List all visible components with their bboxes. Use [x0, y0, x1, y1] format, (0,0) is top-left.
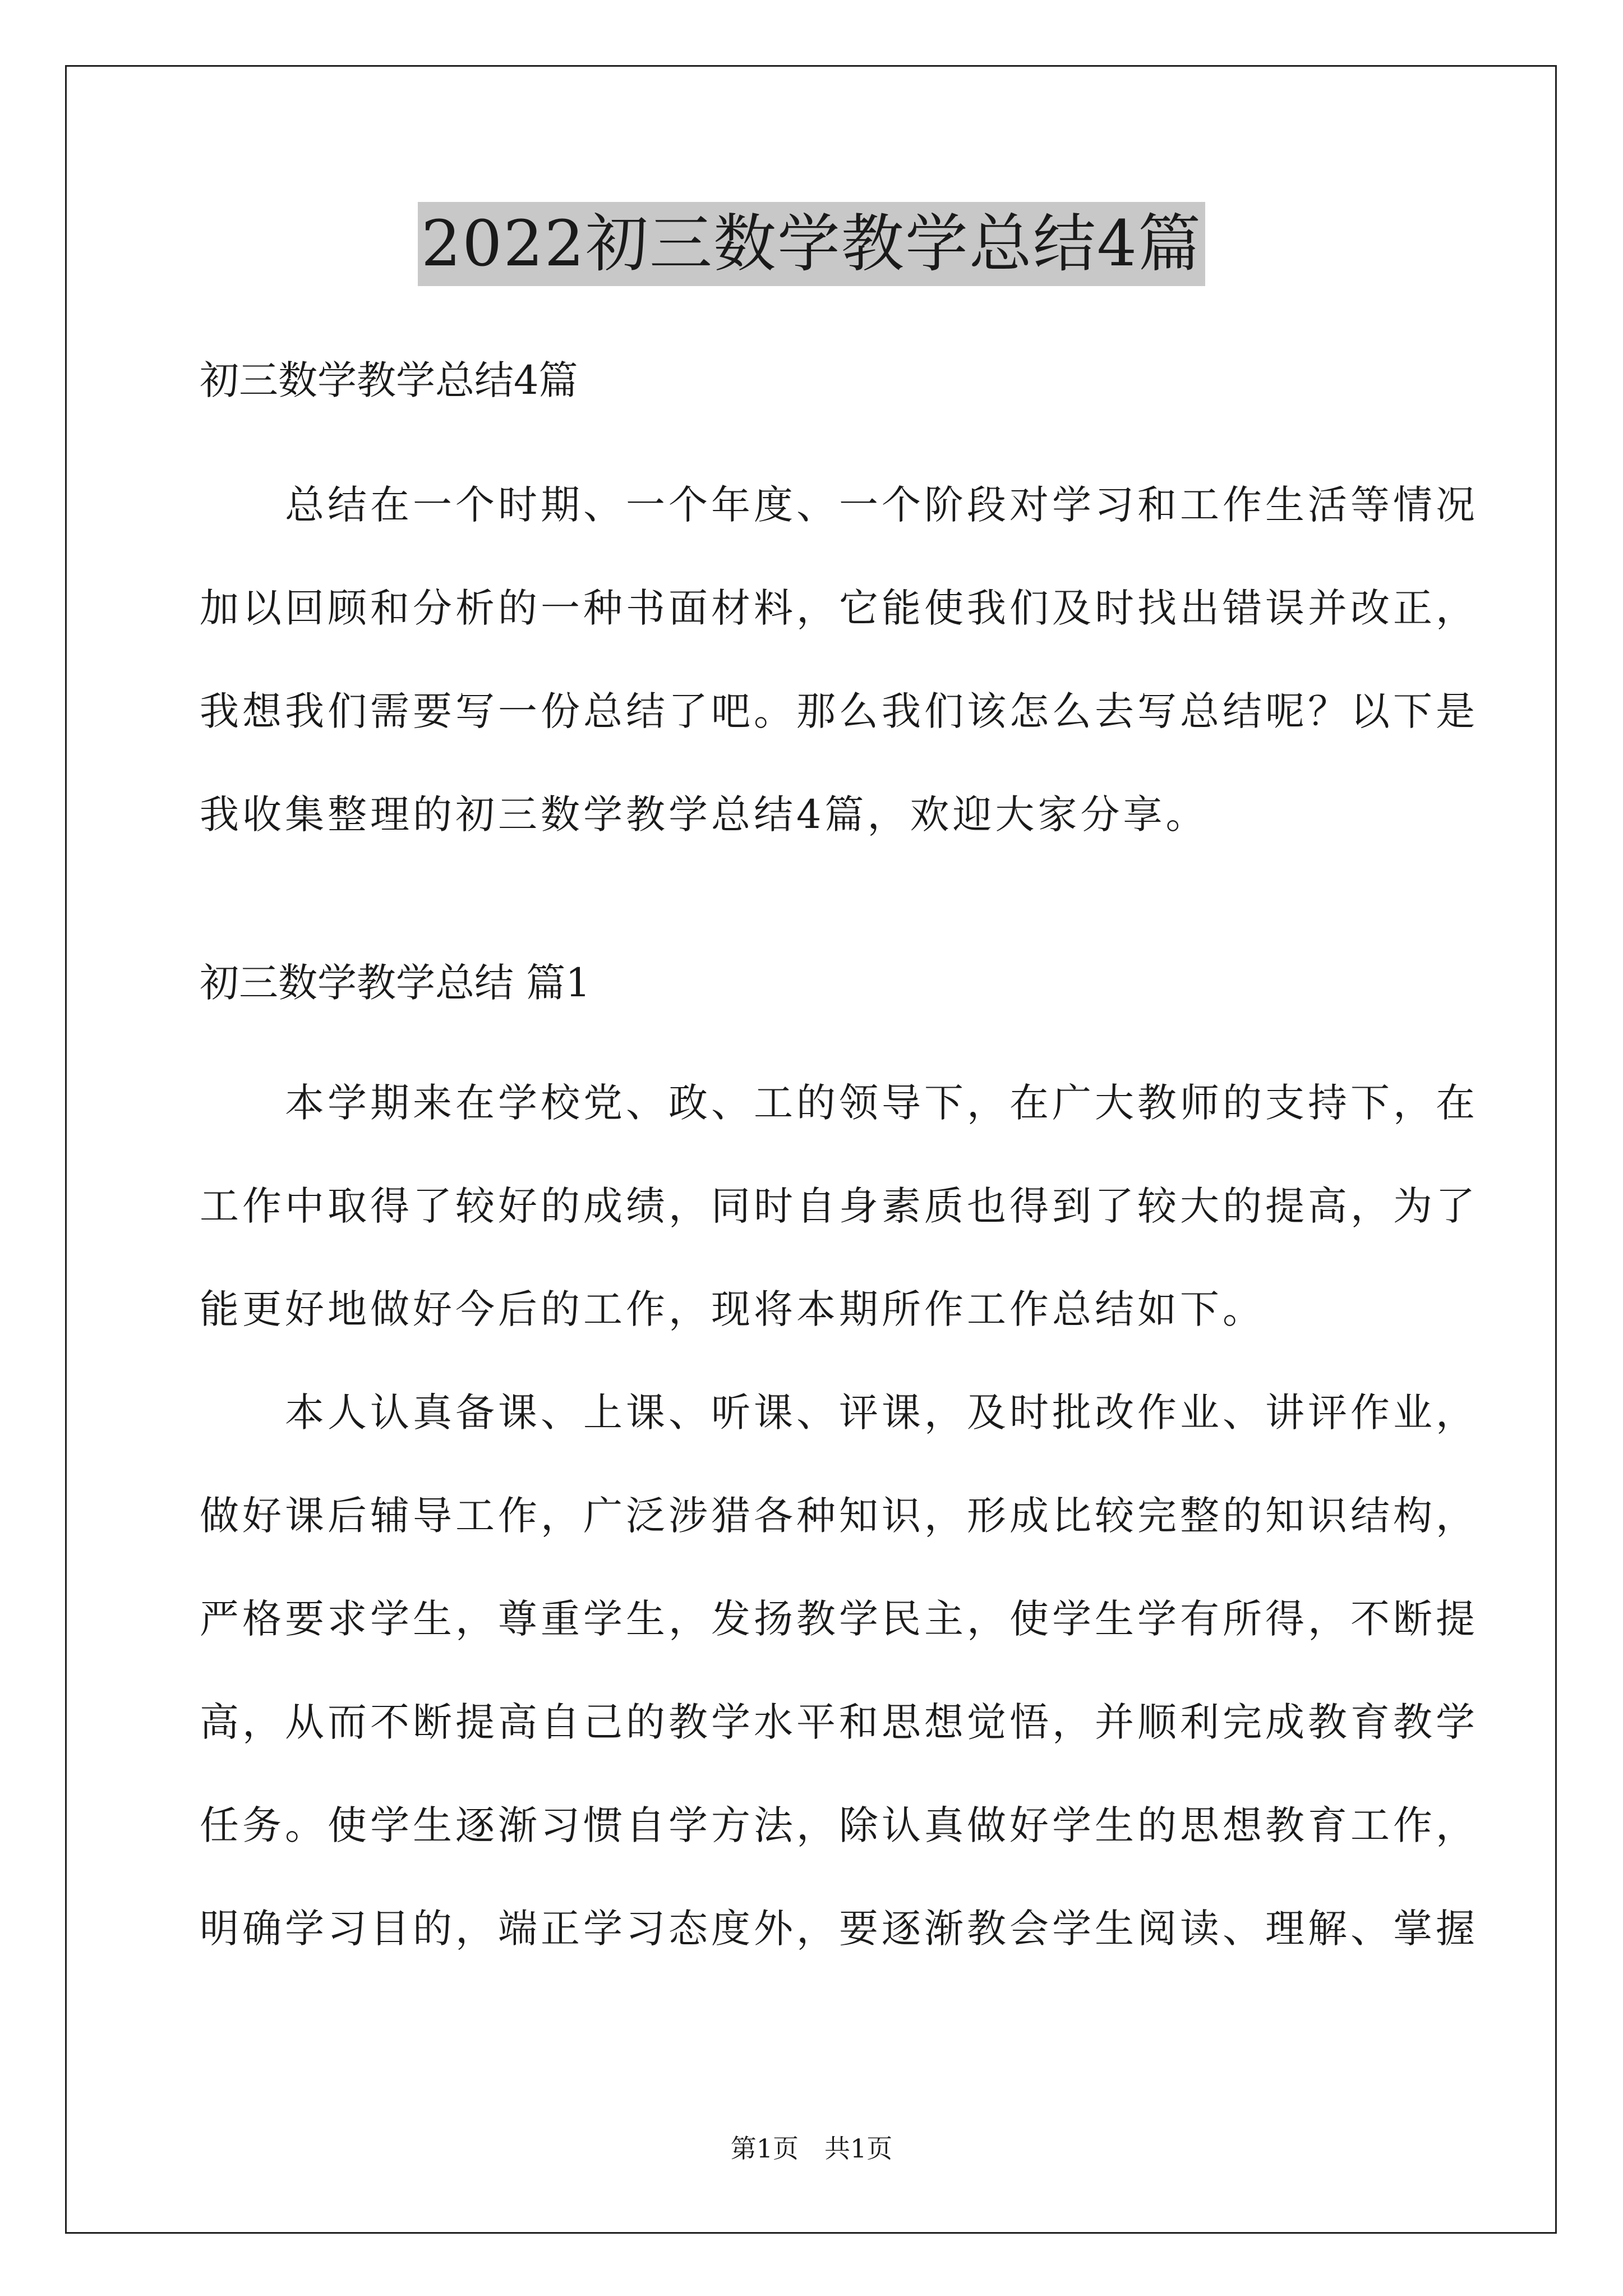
intro-paragraph [200, 453, 1478, 866]
section-heading: 初三数学教学总结 篇1 [200, 960, 591, 1006]
page-footer [0, 2132, 1623, 2165]
text-line: 本学期来在学校党、政、工的领导下，在广大教师的支持下，在 [200, 1080, 1478, 1126]
text-line: 严格要求学生，尊重学生，发扬教学民主，使学生学有所得，不断提 [200, 1596, 1478, 1642]
title-area [0, 202, 1623, 286]
text-line: 工作中取得了较好的成绩，同时自身素质也得到了较大的提高，为了 [200, 1183, 1478, 1229]
body-paragraph-1 [200, 1051, 1478, 1361]
text-line: 做好课后辅导工作，广泛涉猎各种知识，形成比较完整的知识结构， [200, 1493, 1478, 1539]
text-line: 我收集整理的初三数学教学总结4篇，欢迎大家分享。 [200, 792, 1209, 838]
body-paragraph-2 [200, 1361, 1478, 1980]
text-line: 能更好地做好今后的工作，现将本期所作工作总结如下。 [200, 1286, 1265, 1332]
page-number: 第1页 共1页 [730, 2133, 893, 2164]
text-line: 加以回顾和分析的一种书面材料，它能使我们及时找出错误并改正， [200, 585, 1478, 631]
text-line: 我想我们需要写一份总结了吧。那么我们该怎么去写总结呢？以下是 [200, 688, 1478, 734]
text-line: 高，从而不断提高自己的教学水平和思想觉悟，并顺利完成教育教学 [200, 1699, 1478, 1745]
document-title: 2022初三数学教学总结4篇 [418, 202, 1205, 286]
document-body [200, 348, 1478, 1980]
text-line: 明确学习目的，端正学习态度外，要逐渐教会学生阅读、理解、掌握 [200, 1906, 1478, 1952]
text-line: 任务。使学生逐渐习惯自学方法，除认真做好学生的思想教育工作， [200, 1802, 1478, 1848]
document-subtitle: 初三数学教学总结4篇 [200, 357, 578, 403]
text-line: 本人认真备课、上课、听课、评课，及时批改作业、讲评作业， [200, 1389, 1478, 1435]
text-line: 总结在一个时期、一个年度、一个阶段对学习和工作生活等情况 [200, 482, 1478, 528]
